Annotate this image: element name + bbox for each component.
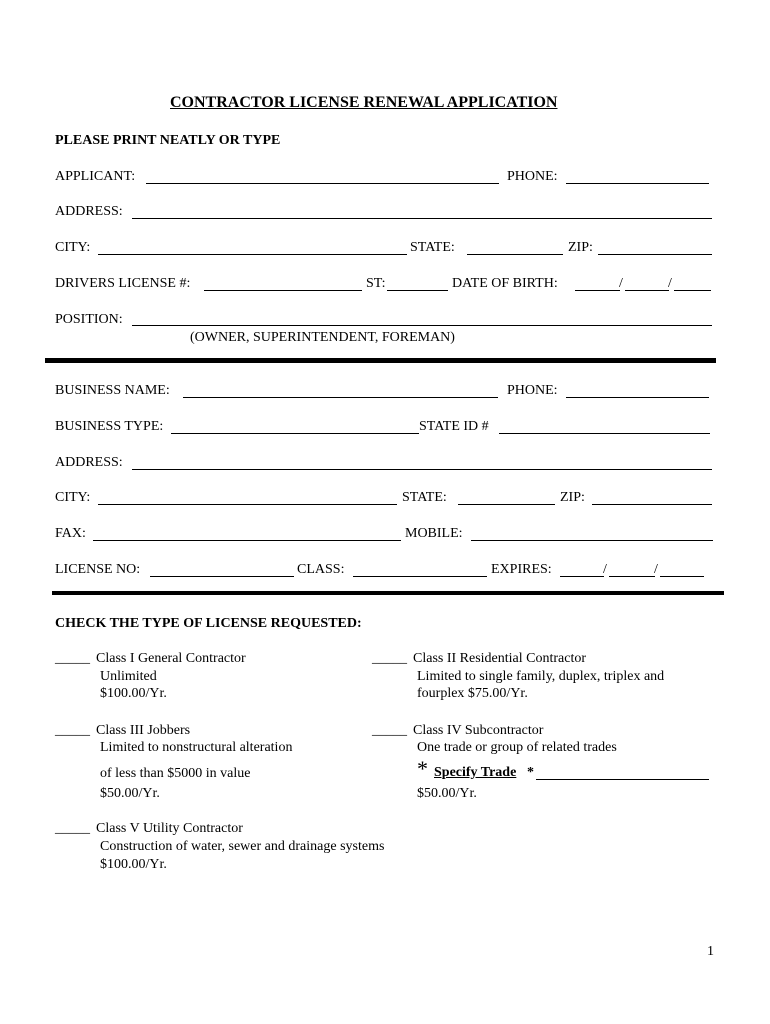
business-zip-label: ZIP: (560, 490, 585, 505)
class4-desc: One trade or group of related trades (417, 740, 617, 755)
applicant-field[interactable] (146, 183, 499, 184)
drivers-license-label: DRIVERS LICENSE #: (55, 276, 191, 291)
expires-label: EXPIRES: (491, 562, 552, 577)
dob-separator-1: / (619, 276, 623, 291)
zip-label: ZIP: (568, 240, 593, 255)
mobile-label: MOBILE: (405, 526, 463, 541)
business-phone-label: PHONE: (507, 383, 558, 398)
business-zip-field[interactable] (592, 504, 712, 505)
drivers-license-field[interactable] (204, 290, 362, 291)
class5-fee: $100.00/Yr. (100, 857, 167, 872)
dob-month-field[interactable] (575, 290, 620, 291)
class3-fee: $50.00/Yr. (100, 786, 160, 801)
state-id-label: STATE ID # (419, 419, 489, 434)
zip-field[interactable] (598, 254, 712, 255)
class-field[interactable] (353, 576, 487, 577)
specify-trade-field[interactable] (536, 779, 709, 780)
fax-field[interactable] (93, 540, 401, 541)
license-no-field[interactable] (150, 576, 294, 577)
class5-checkbox-blank[interactable]: _____ (55, 821, 90, 836)
state-label: STATE: (410, 240, 455, 255)
class1-desc: Unlimited (100, 669, 157, 684)
class2-desc: Limited to single family, duplex, triplex and (417, 669, 665, 684)
position-label: POSITION: (55, 312, 123, 327)
license-type-heading: CHECK THE TYPE OF LICENSE REQUESTED: (55, 616, 362, 631)
page-number: 1 (707, 944, 714, 959)
fax-label: FAX: (55, 526, 86, 541)
specify-trade-label: Specify Trade (434, 765, 517, 780)
specify-trade-asterisk: * (527, 765, 534, 780)
position-hint: (OWNER, SUPERINTENDENT, FOREMAN) (190, 330, 455, 345)
address-field[interactable] (132, 218, 712, 219)
section-divider (45, 358, 716, 363)
class3-desc: Limited to nonstructural alteration (100, 740, 293, 755)
class2-name: Class II Residential Contractor (413, 651, 587, 666)
dob-day-field[interactable] (625, 290, 669, 291)
position-field[interactable] (132, 325, 712, 326)
class3-name: Class III Jobbers (96, 723, 191, 738)
business-name-field[interactable] (183, 397, 498, 398)
st-label: ST: (366, 276, 386, 291)
expires-separator-1: / (603, 562, 607, 577)
expires-day-field[interactable] (609, 576, 655, 577)
expires-month-field[interactable] (560, 576, 604, 577)
city-label: CITY: (55, 240, 91, 255)
business-state-field[interactable] (458, 504, 555, 505)
asterisk-icon: * (417, 756, 428, 781)
phone-label: PHONE: (507, 169, 558, 184)
business-city-field[interactable] (98, 504, 397, 505)
print-instruction: PLEASE PRINT NEATLY OR TYPE (55, 133, 281, 148)
class2-fee: fourplex $75.00/Yr. (417, 686, 528, 701)
applicant-label: APPLICANT: (55, 169, 136, 184)
expires-separator-2: / (654, 562, 658, 577)
business-type-field[interactable] (171, 433, 419, 434)
business-name-label: BUSINESS NAME: (55, 383, 170, 398)
class5-name: Class V Utility Contractor (96, 821, 243, 836)
business-address-label: ADDRESS: (55, 455, 123, 470)
class4-fee: $50.00/Yr. (417, 786, 477, 801)
dob-year-field[interactable] (674, 290, 711, 291)
dob-label: DATE OF BIRTH: (452, 276, 558, 291)
class4-checkbox-blank[interactable]: _____ (372, 723, 407, 738)
business-type-label: BUSINESS TYPE: (55, 419, 164, 434)
business-phone-field[interactable] (566, 397, 709, 398)
class3-desc-2: of less than $5000 in value (100, 766, 251, 781)
st-field[interactable] (387, 290, 448, 291)
class1-fee: $100.00/Yr. (100, 686, 167, 701)
mobile-field[interactable] (471, 540, 713, 541)
page-title: CONTRACTOR LICENSE RENEWAL APPLICATION (170, 94, 558, 111)
city-field[interactable] (98, 254, 407, 255)
class4-name: Class IV Subcontractor (413, 723, 544, 738)
class1-checkbox-blank[interactable]: _____ (55, 651, 90, 666)
address-label: ADDRESS: (55, 204, 123, 219)
dob-separator-2: / (668, 276, 672, 291)
business-address-field[interactable] (132, 469, 712, 470)
class5-desc: Construction of water, sewer and drainage systems (100, 839, 385, 854)
class3-checkbox-blank[interactable]: _____ (55, 723, 90, 738)
business-city-label: CITY: (55, 490, 91, 505)
class1-name: Class I General Contractor (96, 651, 246, 666)
expires-year-field[interactable] (660, 576, 704, 577)
class-label: CLASS: (297, 562, 345, 577)
state-id-field[interactable] (499, 433, 710, 434)
state-field[interactable] (467, 254, 563, 255)
class2-checkbox-blank[interactable]: _____ (372, 651, 407, 666)
section-divider-2 (52, 591, 724, 595)
license-no-label: LICENSE NO: (55, 562, 141, 577)
phone-field[interactable] (566, 183, 709, 184)
business-state-label: STATE: (402, 490, 447, 505)
